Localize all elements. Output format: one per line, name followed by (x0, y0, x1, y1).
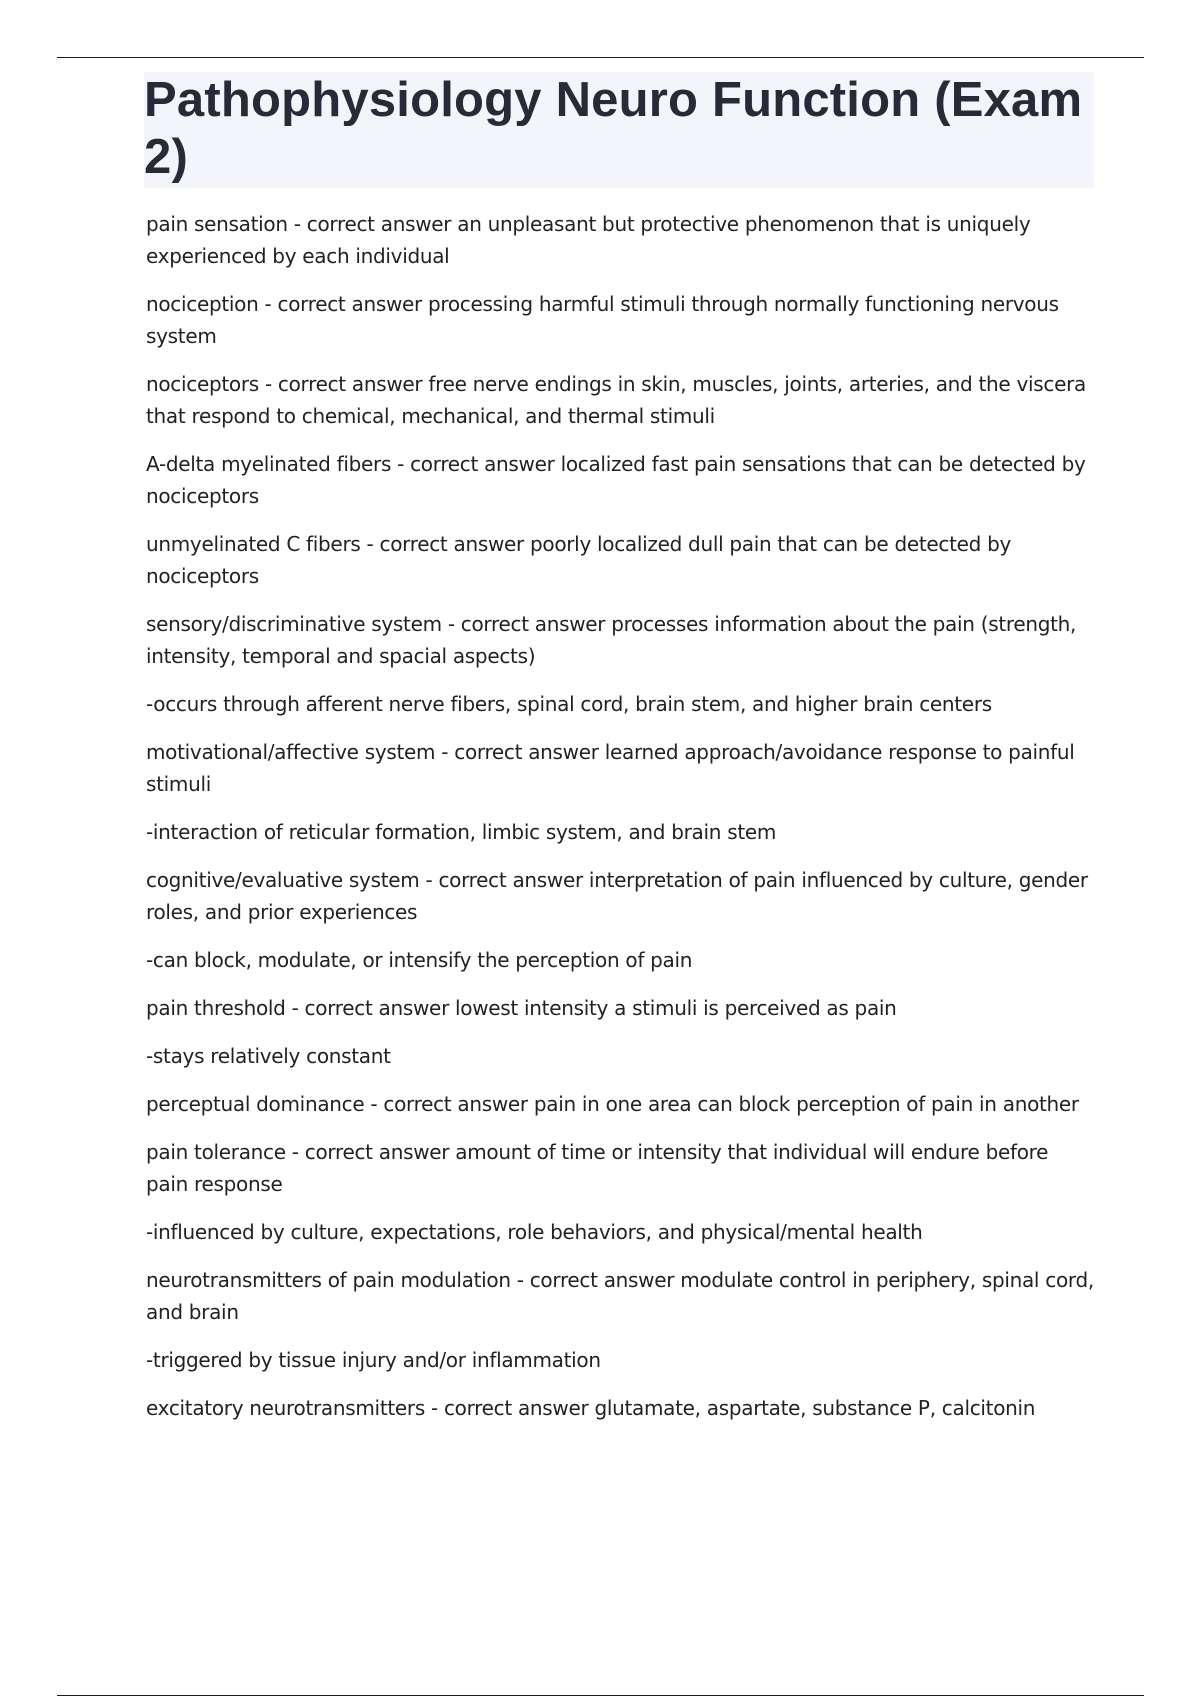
top-rule (57, 57, 1144, 58)
page-title: Pathophysiology Neuro Function (Exam 2) (144, 73, 1083, 184)
bottom-rule (57, 1695, 1144, 1696)
list-item: perceptual dominance - correct answer pain in one area can block perception of pain in another (146, 1092, 1079, 1116)
document-body (146, 72, 1096, 1440)
list-item: neurotransmitters of pain modulation - correct answer modulate control in periphery, spinal cord, and brain (146, 1268, 1094, 1324)
list-item: excitatory neurotransmitters - correct answer glutamate, aspartate, substance P, calcitonin (146, 1396, 1036, 1420)
list-item: unmyelinated C fibers - correct answer poorly localized dull pain that can be detected by nociceptors (146, 532, 1012, 588)
list-item: pain threshold - correct answer lowest intensity a stimuli is perceived as pain (146, 996, 897, 1020)
list-item: motivational/affective system - correct answer learned approach/avoidance response to painful stimuli (146, 740, 1075, 796)
list-item: pain sensation - correct answer an unpleasant but protective phenomenon that is uniquely experienced by each individual (146, 212, 1031, 268)
list-item: -occurs through afferent nerve fibers, spinal cord, brain stem, and higher brain centers (146, 692, 992, 716)
list-item: sensory/discriminative system - correct answer processes information about the pain (strength, intensity, temporal and spacial aspects) (146, 612, 1077, 668)
list-item: nociceptors - correct answer free nerve endings in skin, muscles, joints, arteries, and the viscera that respond to chemical, mechanical, and thermal stimuli (146, 372, 1086, 428)
list-item: nociception - correct answer processing harmful stimuli through normally functioning nervous system (146, 292, 1059, 348)
title-banner (144, 72, 1094, 188)
list-item: -can block, modulate, or intensify the perception of pain (146, 948, 693, 972)
list-item: A-delta myelinated fibers - correct answer localized fast pain sensations that can be detected by nociceptors (146, 452, 1086, 508)
list-item: -triggered by tissue injury and/or inflammation (146, 1348, 601, 1372)
flashcard-list (146, 208, 1096, 1424)
list-item: -stays relatively constant (146, 1044, 391, 1068)
list-item: -interaction of reticular formation, limbic system, and brain stem (146, 820, 777, 844)
list-item: -influenced by culture, expectations, role behaviors, and physical/mental health (146, 1220, 923, 1244)
list-item: cognitive/evaluative system - correct answer interpretation of pain influenced by culture, gender roles, and prior experiences (146, 868, 1088, 924)
list-item: pain tolerance - correct answer amount of time or intensity that individual will endure before pain response (146, 1140, 1049, 1196)
